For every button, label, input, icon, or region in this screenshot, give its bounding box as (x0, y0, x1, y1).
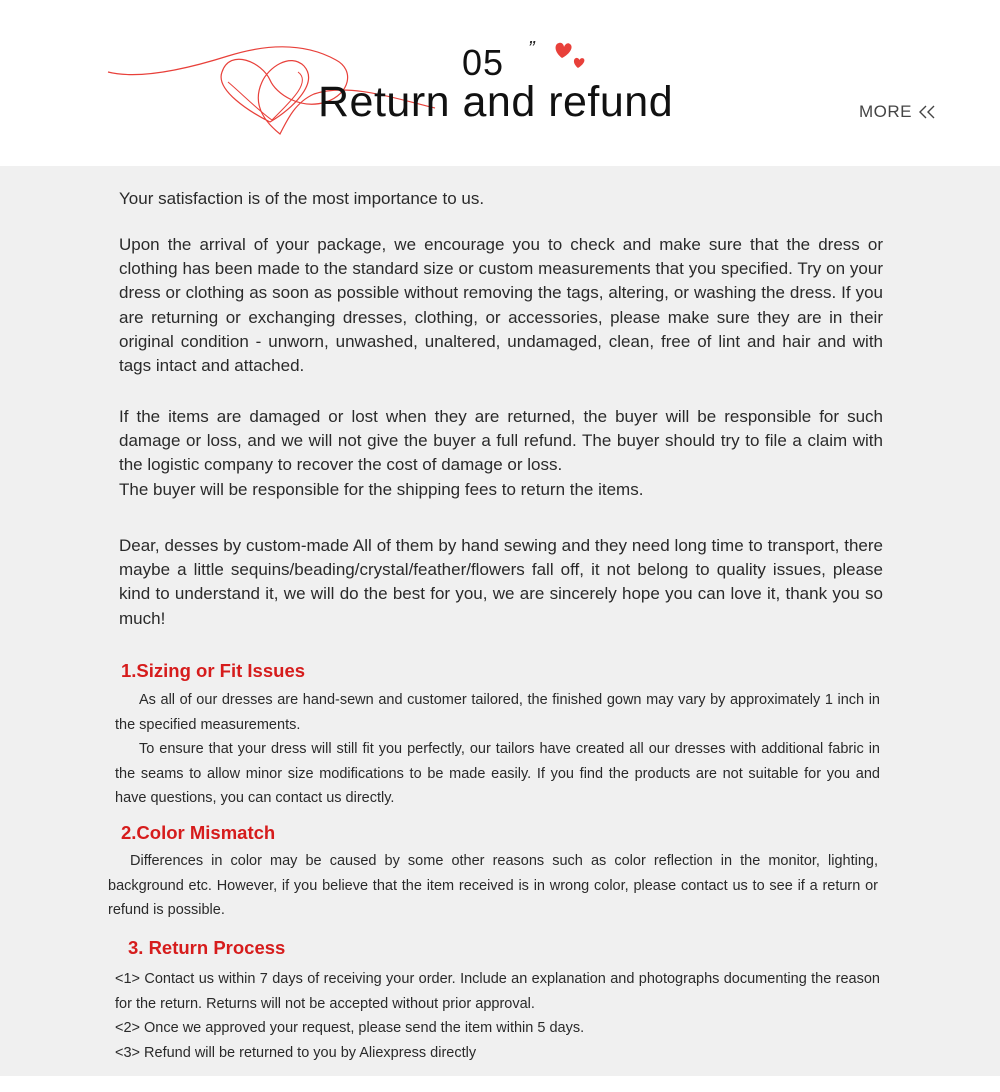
more-label: MORE (859, 102, 912, 121)
return-process-title: 3. Return Process (128, 937, 286, 958)
damage-paragraph: If the items are damaged or lost when they are returned, the buyer will be responsible for such damage or loss, and we will not give the buyer a full refund. The buyer should try to file a claim with the logistic company to recover the cost of damage or loss. (119, 407, 883, 475)
quote-mark: ” (528, 38, 535, 60)
arrival-paragraph: Upon the arrival of your package, we encourage you to check and make sure that the dress or clothing has been made to the standard size or custom measurements that you specified. Try on your dress or clothing as soon as possible without removing the tags, altering, or washing the dress. If you are returning or exchanging dresses, clothing, or accessories, please make sure they are in their original condition - unworn, unwashed, unaltered, undamaged, clean, free of lint and hair and with tags intact and attached. (119, 235, 883, 376)
return-step-3: <3> Refund will be returned to you by Aliexpress directly (115, 1044, 477, 1061)
return-step-1: <1> Contact us within 7 days of receiving your order. Include an explanation and photographs documenting the reason for the return. Returns will not be accepted without prior approval. (115, 971, 880, 1012)
color-section-title: 2.Color Mismatch (121, 822, 276, 843)
section-number: 05 (462, 42, 505, 83)
page-header (0, 0, 1000, 166)
sizing-section-body (115, 688, 880, 811)
satisfaction-text: Your satisfaction is of the most importance to us. (119, 189, 485, 208)
page-title: Return and refund (318, 78, 674, 126)
bottom-strip (0, 1076, 1000, 1092)
color-paragraph: Differences in color may be caused by some other reasons such as color reflection in the monitor, lighting, background etc. However, if you believe that the item received is in wrong color, please contact us to see if a return or refund is possible. (108, 853, 878, 918)
double-chevron-left-icon (918, 105, 936, 119)
sizing-paragraph-2: To ensure that your dress will still fit you perfectly, our tailors have created all our dresses with additional fabric in the seams to allow minor size modifications to be made easily. If you find the products are not suitable for you and have questions, you can contact us directly. (115, 741, 880, 806)
return-step-2: <2> Once we approved your request, please send the item within 5 days. (115, 1020, 585, 1036)
damage-block (119, 405, 883, 502)
more-link[interactable] (859, 102, 936, 122)
custom-made-paragraph: Dear, desses by custom-made All of them by hand sewing and they need long time to transport, there maybe a little sequins/beading/crystal/feather/flowers fall off, it not belong to quality issues, please kind to understand it, we will do the best for you, we are sincerely hope you can love it, thank you so much! (119, 536, 883, 628)
shipping-fee-text: The buyer will be responsible for the shipping fees to return the items. (119, 479, 644, 499)
sizing-section-title: 1.Sizing or Fit Issues (121, 660, 306, 681)
sizing-paragraph-1: As all of our dresses are hand-sewn and customer tailored, the finished gown may vary by approximately 1 inch in the specified measurements. (115, 692, 880, 733)
small-hearts-icon (552, 38, 588, 72)
return-process-steps (115, 967, 880, 1065)
